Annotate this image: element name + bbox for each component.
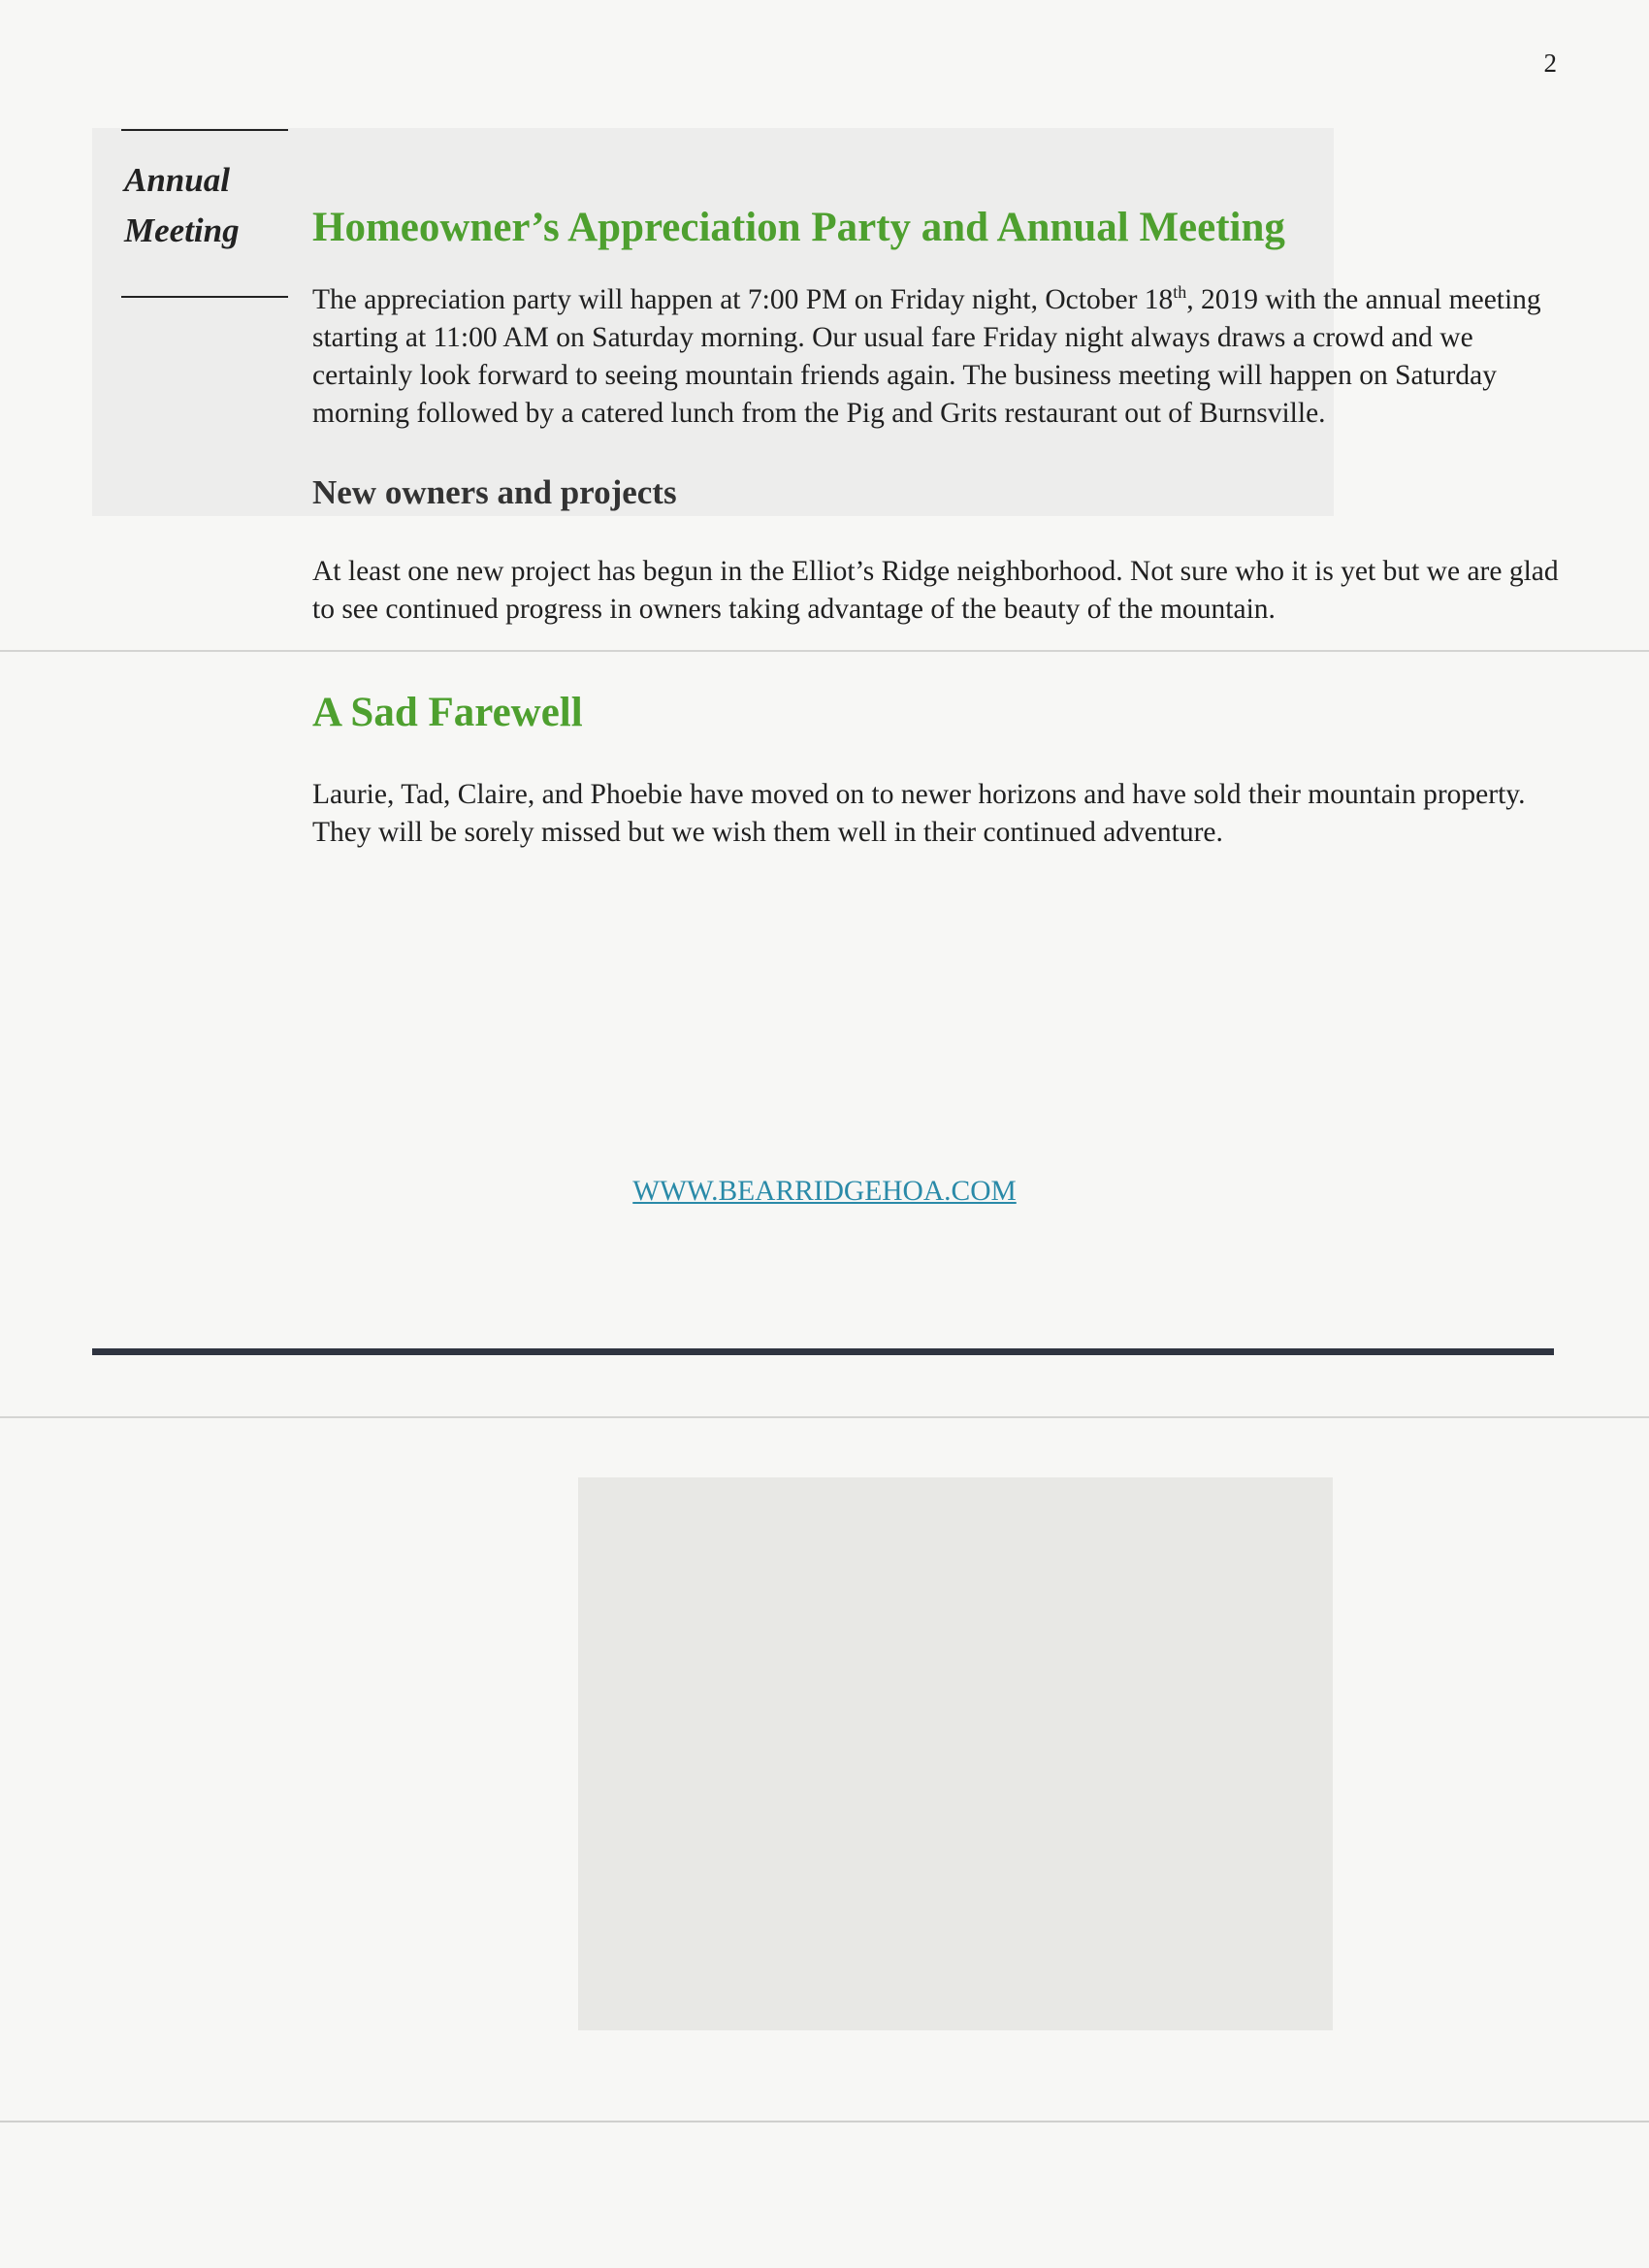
paper-fold-line (0, 1416, 1649, 1418)
sidebar-label-line1: Annual (124, 161, 230, 199)
section-heading-appreciation-party: Homeowner’s Appreciation Party and Annual Meeting (312, 205, 1285, 250)
paper-fold-line (0, 2121, 1649, 2122)
website-link[interactable]: WWW.BEARRIDGEHOA.COM (632, 1176, 1017, 1207)
bottom-divider-rule (92, 1348, 1554, 1355)
superscript-ordinal: th (1173, 282, 1187, 302)
section-heading-new-owners: New owners and projects (312, 472, 677, 511)
sidebar-bottom-rule (121, 296, 288, 298)
sidebar-top-rule (121, 129, 288, 131)
sidebar-label (124, 155, 289, 256)
sidebar-label-line2: Meeting (124, 211, 240, 249)
section-paragraph-appreciation-party: The appreciation party will happen at 7:00 PM on Friday night, October 18th, 2019 with the annual meeting starting at 11:00 AM on Saturday morning. Our usual fare Friday night always draws a crowd and we certainly look forward to seeing mountain friends again. The business meeting will happen on Saturday morning followed by a catered lunch from the Pig and Grits restaurant out of Burnsville. (312, 282, 1541, 429)
main-content (312, 202, 1564, 852)
page-number: 2 (1543, 49, 1557, 78)
section-heading-sad-farewell: A Sad Farewell (312, 689, 583, 735)
section-paragraph-new-owners: At least one new project has begun in the Elliot’s Ridge neighborhood. Not sure who it is yet but we are glad to see continued progress in owners taking advantage of the beauty of the mountain. (312, 555, 1559, 625)
section-paragraph-sad-farewell: Laurie, Tad, Claire, and Phoebie have moved on to newer horizons and have sold their mountain property. They will be sorely missed but we wish them well in their continued adventure. (312, 778, 1526, 848)
background-shaded-region-bottom (578, 1477, 1333, 2030)
